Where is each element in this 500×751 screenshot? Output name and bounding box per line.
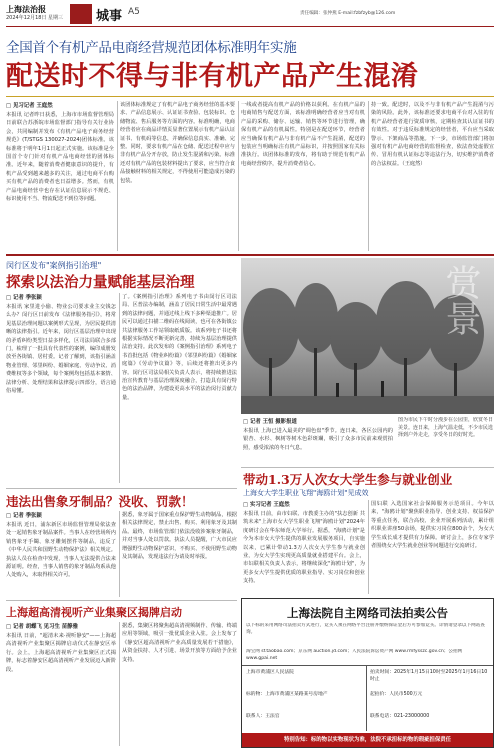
story5-text-left: 本报讯 日前，"超清未来·视听静安"——上海超高清视听产业集聚区揭牌启动仪式在静安区举行。会上，上海超高清视听产业集聚区正式揭牌，标志着静安区超高清视听产业发展迈入新阶段。 [6, 633, 116, 673]
col-divider [368, 101, 369, 251]
ad-table-rule [242, 665, 493, 666]
col-divider [368, 500, 369, 594]
col-divider [119, 293, 120, 483]
masthead-rule [6, 26, 494, 27]
story3-subhead: 上海女大学生职业飞翔"海鸥计划"见成效 [243, 489, 369, 497]
park-photo [241, 258, 494, 414]
ad-title: 上海法院自主网络司法拍卖公告 [287, 606, 448, 620]
top-story-kicker: 全国首个有机产品电商经营规范团体标准明年实施 [6, 40, 297, 56]
story2-byline: □ 记者 季张颖 [6, 295, 42, 301]
ad-row2-left: 标的物：上海市黄浦区某路某号房地产 [246, 692, 328, 697]
story5-byline: □ 记者 胡蝶飞 见习生 苗静雅 [6, 624, 78, 630]
story4-rule [6, 488, 237, 489]
ad-row3-left: 联系人：王法官 [246, 714, 280, 719]
story2-text-right: 了。《案例指引治理》系列电子书由闵行区司法局、区普法办编制，涵盖了居民日常生活中最常遇到的法律问题，并通过线上线下多种渠道推广。居民可以通过扫描二维码在线阅读，也可在各街镇公共法律服务工作站领取纸质版。该系列电子书还将根据实际情况不断更新完善，持续为基层治理提供法治支持。此次发布的《案例指引治理》系列电子书首批包括《物业纠纷篇》《邻里纠纷篇》《婚姻家庭篇》《劳动争议篇》等，后续还将推出更多内容。闵行区司法局相关负责人表示，将持续推进法治宣传教育与基层治理深度融合，打造具有闵行特色的法治品牌，为建设更高水平的法治闵行贡献力量。 [122, 294, 237, 401]
page-number: A5 [128, 7, 140, 17]
story4-text-left: 本报讯 近日，浦东新区市场监督管理局依法查处一起销售象牙制品案件。当事人在经营场所内销售象牙手镯、象牙雕刻摆件等制品，违反了《中华人民共和国野生动物保护法》相关规定。执法人员在检查中发现，当事人无法提供合法来源证明。经查，当事人销售的象牙制品均系从他人处购入，未取得相关许可。 [6, 522, 116, 579]
story3-text-left: 本报讯 日前，由市妇联、市教委主办的"扶志创新 共筑未来"上海市女大学生职业飞翔"海鸥计划"2024年度研讨会在华东师范大学举行。据悉，"海鸥计划"是今为本市女大学生提供的职业发展服务项目，自实施以来，已累计带动1.3万人次女大学生参与就业创业，为女大学生实现更高质量就业搭建平台。会上，市妇联相关负责人表示，将继续深化"海鸥计划"，为更多女大学生提供优质的职业指导、实习岗位和创业支持。 [243, 511, 365, 585]
ad-row3-right: 联系电话：021-23000000 [370, 714, 430, 719]
ad-intro: 以下标的采用网络司法拍卖方式进行，竞买人须在网络平台注册并缴纳保证金后方可参加竞买。详情请登录以下网站查询。 [246, 623, 485, 635]
section-name: 城事 [96, 9, 123, 24]
story3-byline: □ 实习记者 王庭然 [243, 502, 290, 508]
date-line: 2024年12月18日 星期三 [6, 15, 64, 21]
story5-rule [6, 600, 237, 601]
story3-headline: 带动1.3万人次女大学生参与就业创业 [243, 472, 453, 487]
col-divider [119, 622, 120, 746]
story5-text-right: 据悉，集聚区将聚焦超高清视频制作、传输、终端应用等领域，吸引一批优质企业入驻。会上发布了《静安区超高清视听产业高质量发展若干措施》，从资金扶持、人才引进、场景开放等方面给予企业支持。 [122, 623, 237, 663]
story3-text-right: 国妇联 入选国家社会保障服务示范项目。今年以来，"海鸥计划"聚焦职业指导、创业支持、权益保护等重点任务，联合高校、企业开展系列活动，累计组织职业讲座50余场，提供实习岗位800余个，为女大学生成长成才提供有力保障。研讨会上，多位专家学者围绕女大学生就业创业等问题进行交流研讨。 [371, 501, 494, 550]
top-story-rule [6, 96, 494, 97]
story4-text-right: 据悉，象牙属于国家重点保护野生动物制品，根据相关法律规定，禁止出售、购买、利用象牙及其制品。最终，市场监管部门依法没收涉案象牙制品，并对当事人处以罚款。执法人员提醒，广大市民应增强野生动物保护意识，不购买、不使用野生动物及其制品，发现违法行为请及时举报。 [122, 512, 237, 561]
ad-footer: 特别告知：标的物以实物现状为准，法院不承担标的物的瑕疵担保责任 [283, 737, 452, 743]
section-divider [6, 254, 494, 256]
top-story-col-4: 持一致。配送时，以及不与非有机产品产生混淆与污染的风险。此外，该标准还要求电商平台对入驻的有机产品经营者进行资质审核，定期检查其认证证书的有效性。对于违反标准规定的经营者，平台应当采取警示、下架商品等措施。下一步，市场监管部门将加强对有机产品电商经营的监督检查，依法查处虚假宣传、冒用有机认证标志等违法行为，切实维护消费者的合法权益。（王庭然） [371, 102, 494, 167]
ad-table-divider [366, 665, 367, 731]
story2-kicker: 闵行区发布"案例指引治理" [6, 261, 102, 270]
photo-caption: 本报讯 上海已进入最美的"调色盘"季节。连日来，各区公园内的银杏、水杉、枫树等树木色彩斑斓，吸引了众多市民前来观赏拍照，感受浓浓的冬日气息。 [243, 428, 393, 451]
story2-headline: 探索以法治力量赋能基层治理 [6, 274, 195, 291]
editor-line: 责任编辑：张仲燕 E-mail:fzbfzyb@126.com [300, 11, 396, 16]
ad-links[interactable]: 淘宝网 sf.taobao.com；京东网 auction.jd.com；人民法院诉讼资产网 www.rmfysszc.gov.cn；公拍网 www.gpai.net [246, 649, 463, 661]
story5-headline: 上海超高清视听产业集聚区揭牌启动 [6, 606, 182, 619]
col-divider [238, 101, 239, 251]
ad-footer-bar [242, 733, 493, 747]
story4-headline: 违法出售象牙制品？没收、罚款！ [6, 494, 194, 509]
photo-byline: □ 记者 王恒 摄影报道 [243, 419, 297, 425]
col-divider [117, 101, 118, 251]
col-divider [119, 511, 120, 597]
photo-side-caption: 图为市民下午时分漫步在公园里，欣赏冬日美景。连日来，上海气温走低，不少市民选择到户外走走，享受冬日的好时光。 [398, 417, 494, 439]
top-story-byline: □ 见习记者 王庭然 [6, 103, 53, 109]
ad-row2-right: 起拍价：人民币500万元 [370, 692, 423, 697]
story3-rule [241, 467, 494, 468]
top-story-headline: 配送时不得与非有机产品产生混淆 [6, 61, 419, 92]
ad-row1-left: 上海市黄浦区人民法院 [246, 670, 294, 675]
top-story-col-3: 一线或者提高有机产品的价格以获利。在有机产品的电商销售与配送方面，该标准明确经营者应当对有机产品的采购、储存、运输、销售等环节进行管理，确保有机产品的有机属性。特别是在配送环节，经营者应当确保有机产品与非有机产品不产生混淆，配送的包装应当明确标注有机产品标识，并按照国家有关标准执行。该团体标准的发布，将有助于规范有机产品电商经营秩序，提升消费者信心。 [241, 102, 365, 167]
paper-name: 上海法治报 [6, 4, 46, 14]
story4-byline: □ 记者 季张颖 [6, 513, 42, 519]
auction-ad [241, 598, 494, 748]
ad-row1-right: 拍卖时间：2025年1月15日10时至2025年1月16日10时止 [370, 670, 488, 682]
top-story-col-2: 该团体标准规定了有机产品电子商务经营的基本要求、产品信息展示、认证证书查验、包装标识、仓储物流、售后服务等方面的内容。标准明确，电商经营者应在商品详情页显著位置展示有机产品认证证书、有机码等信息，并确保信息真实、准确、完整。同时，要求有机产品在仓储、配送过程中应与非有机产品分开存放，防止发生混淆和污染。标准还对有机产品的包装材料提出了要求，应当符合食品接触材料的相关规定，不得使用可能造成污染的包装。 [120, 102, 235, 184]
photo-watermark: 赏景 [440, 264, 481, 336]
section-tab [70, 4, 92, 24]
story2-text-left: 本报讯 家里进小偷、物业公司要求业主交钱怎么办？闵行区日前发布《法律服务指引》，将常见基层治理问题以案例形式呈现，为居民提供清晰的法律指引。近年来，闵行区基层治理中出现的矛盾纠纷类型日益多样化，区司法局联合多部门，梳理了一批具有代表性的案例，编印成册发放至各街镇、居村委。记者了解到，该指引涵盖物业管理、邻里纠纷、婚姻家庭、劳动争议、消费维权等多个领域，每个案例均包括基本案情、法律分析、处理结果和法律提示四部分，语言通俗易懂。 [6, 304, 116, 395]
top-story-col-1: 本报讯 记者昨日获悉，上海市市场监督管理局日前联合苏浙皖市场监督部门指导有关行业协会，共同编制并发布《有机产品电子商务经营规范》(T/STGS 130027-2024)团体标准。该标准将于明年1月1日起正式实施。该标准是全国首个专门针对有机产品电商经营的团体标准。近年来，随着消费者健康意识的提升，有机产品受到越来越多的关注，通过电商平台购买有机产品的消费者也日益增多。然而，有机产品电商经营中也存在认证信息展示不规范、标识使用不当、物流配送不到位等问题。 [6, 112, 114, 203]
